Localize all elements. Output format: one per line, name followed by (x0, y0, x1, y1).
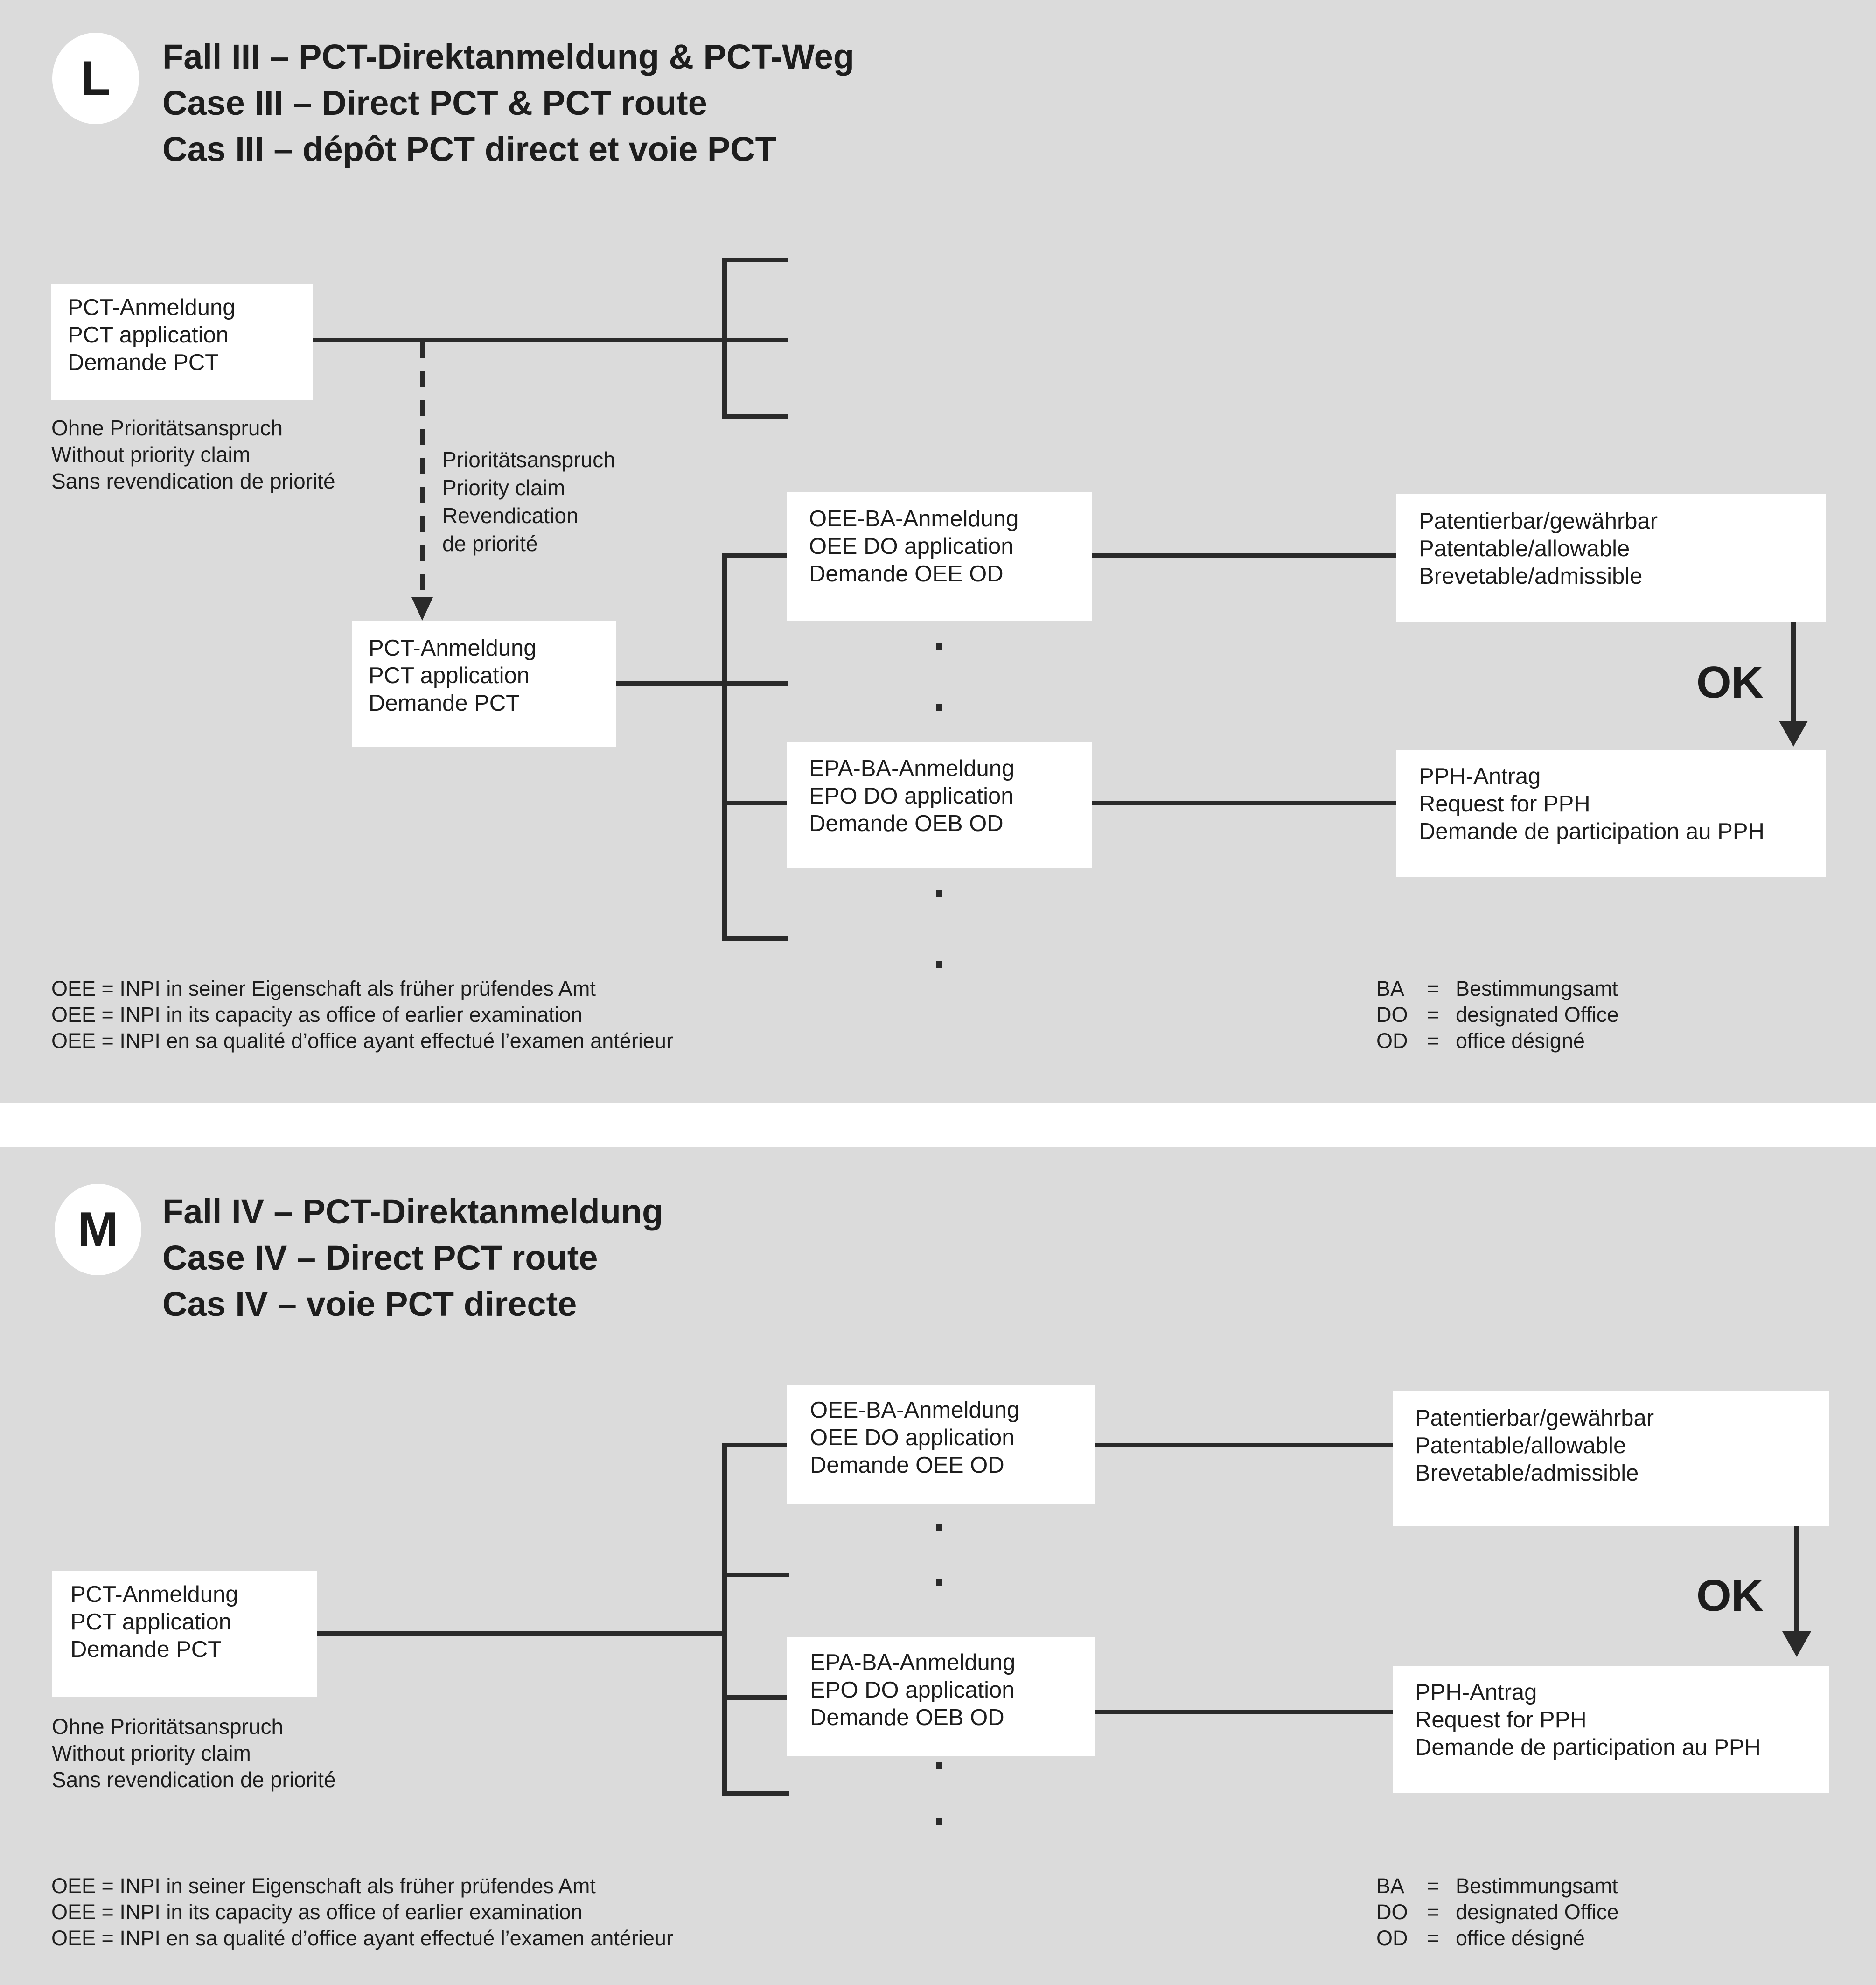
panel-m-title-fr: Cas IV – voie PCT directe (162, 1285, 577, 1323)
without-priority-l-de: Ohne Prioritätsanspruch (51, 416, 283, 440)
legend-def: Bestimmungsamt (1456, 1874, 1618, 1898)
legend-abbr: OD (1376, 1029, 1408, 1053)
pct-application-box-lower-de: PCT-Anmeldung (369, 636, 537, 661)
legend-equals: = (1427, 977, 1439, 1000)
priority-claim-de: Prioritätsanspruch (442, 447, 615, 472)
oee-footnote-m-en: OEE = INPI in its capacity as office of earlier examination (51, 1900, 583, 1924)
ok-arrowhead-icon-l (1779, 721, 1808, 747)
patentable-box-l-fr: Brevetable/admissible (1419, 564, 1643, 589)
connector-branch-epa-l (722, 801, 787, 805)
priority-claim-label (442, 446, 615, 558)
pct-application-box-top-de: PCT-Anmeldung (68, 295, 236, 320)
legend-def: designated Office (1456, 1900, 1619, 1924)
legend-abbr: DO (1376, 1900, 1408, 1924)
section-badge-l (52, 33, 139, 124)
pct-application-box-m-de: PCT-Anmeldung (70, 1582, 238, 1607)
without-priority-l-en: Without priority claim (51, 442, 251, 467)
connector-branch-stub-mid-m (722, 1573, 789, 1577)
legend-row-do-m (1376, 1899, 1618, 1925)
legend-row-do-l (1376, 1002, 1618, 1028)
legend-def: office désigné (1456, 1926, 1585, 1950)
legend-equals: = (1427, 1874, 1439, 1898)
patentable-box-l-en: Patentable/allowable (1419, 536, 1630, 561)
priority-claim-dashed-line (420, 342, 425, 600)
connector-bracket-stub-bottom (722, 414, 788, 419)
oee-do-box-l-fr: Demande OEE OD (809, 561, 1004, 587)
patentable-box-m-fr: Brevetable/admissible (1415, 1461, 1639, 1486)
connector-branch-oee-l (722, 553, 787, 558)
pct-application-box-m-en: PCT application (70, 1609, 232, 1635)
ellipsis-dot (936, 643, 942, 650)
legend-row-ba-l (1376, 976, 1618, 1002)
connector-epa-to-pph-l (1092, 801, 1396, 805)
pct-application-box-lower-fr: Demande PCT (369, 691, 520, 716)
patentable-box-m-en: Patentable/allowable (1415, 1433, 1626, 1458)
legend-equals: = (1427, 1003, 1439, 1027)
ellipsis-dot (936, 890, 942, 897)
legend-equals: = (1427, 1900, 1439, 1924)
ok-label-m: OK (1696, 1571, 1764, 1621)
patentable-box-l-de: Patentierbar/gewährbar (1419, 509, 1658, 534)
patentable-box-m (1393, 1391, 1829, 1526)
pph-request-box-l (1396, 750, 1826, 877)
oee-footnotes-l (51, 976, 673, 1054)
connector-epa-to-pph-m (1095, 1710, 1393, 1714)
connector-pct-main-line (313, 338, 788, 342)
legend-def: Bestimmungsamt (1456, 977, 1618, 1000)
epo-do-box-l-de: EPA-BA-Anmeldung (809, 756, 1015, 781)
connector-bracket-vertical (722, 258, 727, 419)
ok-arrow-shaft-m (1794, 1526, 1799, 1633)
section-badge-m (55, 1184, 141, 1275)
panel-case-4 (0, 1147, 1876, 1985)
oee-footnote-l-de: OEE = INPI in seiner Eigenschaft als früher prüfendes Amt (51, 977, 596, 1000)
pph-box-l-en: Request for PPH (1419, 791, 1590, 817)
without-priority-m-fr: Sans revendication de priorité (52, 1768, 336, 1792)
abbreviation-legend-m (1376, 1873, 1618, 1951)
without-priority-l-fr: Sans revendication de priorité (51, 469, 335, 493)
ok-label-l: OK (1696, 657, 1764, 707)
pph-box-m-fr: Demande de participation au PPH (1415, 1735, 1761, 1760)
connector-bracket-stub-top (722, 258, 788, 262)
connector-oee-to-patentable-l (1092, 553, 1396, 558)
section-badge-l-letter: L (81, 51, 111, 105)
panel-l-title (162, 34, 854, 172)
legend-abbr: DO (1376, 1003, 1408, 1027)
connector-branch-oee-m (722, 1443, 787, 1447)
epo-do-box-l-en: EPO DO application (809, 783, 1014, 809)
pph-request-box-m (1393, 1666, 1829, 1793)
epo-do-box-m-fr: Demande OEB OD (810, 1705, 1004, 1730)
oee-footnote-m-de: OEE = INPI in seiner Eigenschaft als früher prüfendes Amt (51, 1874, 596, 1898)
legend-abbr: BA (1376, 977, 1405, 1000)
connector-trunk-l (722, 553, 727, 941)
panel-l-title-en: Case III – Direct PCT & PCT route (162, 84, 707, 122)
pct-application-box-top (51, 284, 313, 400)
abbreviation-legend-l (1376, 976, 1618, 1054)
connector-branch-stub-bottom-m (722, 1791, 789, 1796)
pph-box-m-de: PPH-Antrag (1415, 1680, 1537, 1705)
without-priority-caption-l (51, 415, 335, 495)
ok-arrow-shaft-l (1791, 622, 1796, 723)
legend-row-od-m (1376, 1925, 1618, 1951)
panel-l-title-de: Fall III – PCT-Direktanmeldung & PCT-Weg (162, 37, 854, 76)
legend-def: office désigné (1456, 1029, 1585, 1053)
legend-equals: = (1427, 1029, 1439, 1053)
legend-abbr: BA (1376, 1874, 1405, 1898)
legend-row-ba-m (1376, 1873, 1618, 1899)
panel-m-title-de: Fall IV – PCT-Direktanmeldung (162, 1192, 663, 1231)
pct-application-box-top-en: PCT application (68, 322, 229, 348)
oee-do-box-l-en: OEE DO application (809, 534, 1014, 559)
oee-do-box-m-de: OEE-BA-Anmeldung (810, 1398, 1020, 1423)
epo-do-box-m-en: EPO DO application (810, 1677, 1015, 1703)
ellipsis-dot (936, 1762, 942, 1769)
ellipsis-dot (936, 1524, 942, 1531)
pct-application-box-m (52, 1571, 317, 1697)
ellipsis-dot (936, 1579, 942, 1586)
section-badge-m-letter: M (77, 1202, 119, 1257)
oee-footnote-l-en: OEE = INPI in its capacity as office of earlier examination (51, 1003, 583, 1027)
panel-m-title (162, 1188, 663, 1327)
panel-l-title-fr: Cas III – dépôt PCT direct et voie PCT (162, 130, 776, 168)
without-priority-caption-m (52, 1713, 336, 1793)
panel-m-title-en: Case IV – Direct PCT route (162, 1238, 598, 1277)
priority-claim-fr-2: de priorité (442, 531, 538, 556)
oee-do-application-box-m (787, 1385, 1095, 1504)
epo-do-box-m-de: EPA-BA-Anmeldung (810, 1650, 1016, 1675)
priority-claim-arrowhead-icon (411, 597, 433, 621)
patentable-box-m-de: Patentierbar/gewährbar (1415, 1405, 1654, 1431)
connector-branch-stub-l (722, 936, 788, 941)
pct-application-box-top-fr: Demande PCT (68, 350, 219, 375)
oee-do-box-m-en: OEE DO application (810, 1425, 1015, 1450)
pph-box-l-fr: Demande de participation au PPH (1419, 819, 1764, 844)
epo-do-application-box-l (787, 742, 1092, 868)
priority-claim-en: Priority claim (442, 475, 565, 500)
pct-application-box-m-fr: Demande PCT (70, 1637, 222, 1662)
priority-claim-fr-1: Revendication (442, 503, 579, 528)
legend-def: designated Office (1456, 1003, 1619, 1027)
oee-footnotes-m (51, 1873, 673, 1951)
oee-do-application-box-l (787, 492, 1092, 621)
without-priority-m-de: Ohne Prioritätsanspruch (52, 1714, 284, 1739)
without-priority-m-en: Without priority claim (52, 1741, 251, 1765)
ok-arrowhead-icon-m (1782, 1631, 1811, 1657)
legend-row-od-l (1376, 1028, 1618, 1054)
connector-pctbox-to-trunk-m (317, 1631, 727, 1636)
connector-box2-to-trunk (616, 681, 788, 686)
connector-oee-to-patentable-m (1095, 1443, 1393, 1447)
oee-do-box-l-de: OEE-BA-Anmeldung (809, 506, 1019, 531)
epo-do-application-box-m (787, 1637, 1095, 1756)
ellipsis-dot (936, 961, 942, 968)
oee-footnote-m-fr: OEE = INPI en sa qualité d’office ayant effectué l’examen antérieur (51, 1926, 673, 1950)
connector-trunk-m (722, 1443, 727, 1796)
legend-abbr: OD (1376, 1926, 1408, 1950)
oee-footnote-l-fr: OEE = INPI en sa qualité d’office ayant effectué l’examen antérieur (51, 1029, 673, 1053)
pph-box-l-de: PPH-Antrag (1419, 764, 1541, 789)
pct-application-box-lower (352, 621, 616, 747)
oee-do-box-m-fr: Demande OEE OD (810, 1453, 1004, 1478)
pct-application-box-lower-en: PCT application (369, 663, 530, 688)
legend-equals: = (1427, 1926, 1439, 1950)
connector-branch-epa-m (722, 1695, 787, 1700)
pph-box-m-en: Request for PPH (1415, 1707, 1587, 1733)
ellipsis-dot (936, 704, 942, 711)
patentable-box-l (1396, 494, 1826, 622)
epo-do-box-l-fr: Demande OEB OD (809, 811, 1004, 836)
ellipsis-dot (936, 1818, 942, 1825)
